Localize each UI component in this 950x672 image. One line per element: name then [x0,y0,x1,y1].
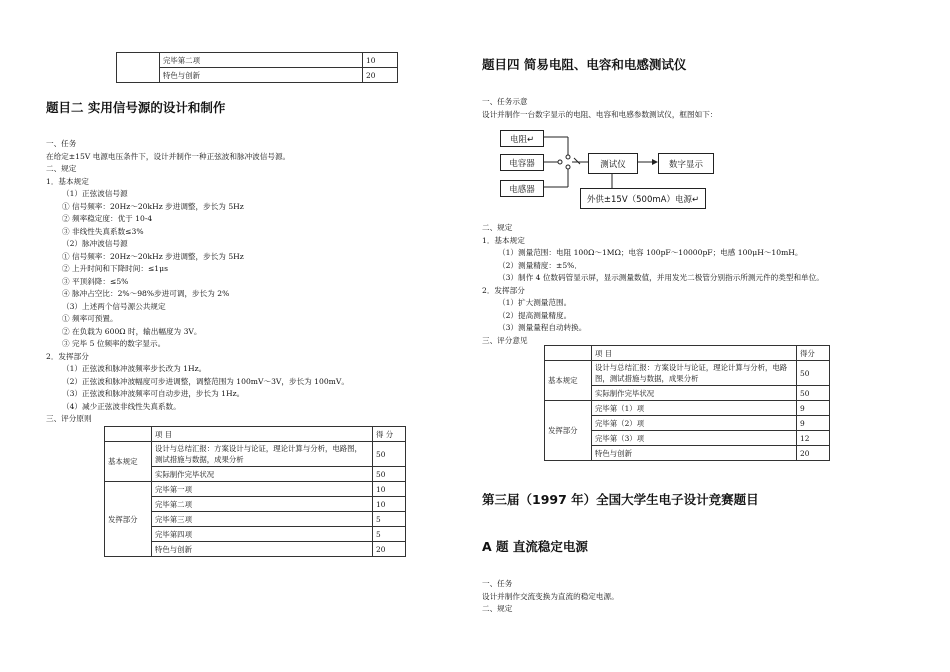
text-line: （2）正弦波和脉冲波幅度可步进调整，调整范围为 100mV～3V，步长为 100mV。 [62,376,349,386]
table-cell-score: 10 [363,53,398,68]
body-text [482,222,824,347]
table-row [117,53,398,68]
text-line: 在给定±15V 电源电压条件下，设计并制作一种正弦波和脉冲波信号源。 [46,151,291,161]
text-line: ① 信号频率：20Hz～20kHz 步进调整，步长为 5Hz [62,201,244,211]
table-cell-score: 50 [797,386,830,401]
table-cell-score: 50 [797,361,830,386]
text-line: 二、规定 [482,604,513,613]
table-cell-item: 完毕第二项 [152,497,373,512]
text-line: 2．发挥部分 [46,351,89,361]
section-title: 题目四 简易电阻、电容和电感测试仪 [482,57,687,72]
text-line: ④ 脉冲占空比：2%～98%步进可调，步长为 2% [62,289,230,298]
table-cell-score: 10 [373,497,406,512]
switch-contact-icon [566,165,570,169]
body-text [46,138,349,426]
text-line: （3）测量量程自动转换。 [498,323,587,332]
table-header-score: 得 分 [373,427,406,442]
table-cell-score: 20 [373,542,406,557]
table-cell-item: 完毕第一项 [152,482,373,497]
switch-arm-icon [574,158,580,164]
text-line: 二、规定 [482,223,513,232]
switch-contact-icon [566,155,570,159]
table-group-label: 基本规定 [105,442,152,482]
table-row [105,442,406,467]
table-group-label: 发挥部分 [545,401,592,461]
table-cell-score: 5 [373,527,406,542]
text-line: 一、任务 [46,139,77,148]
text-line: （1）正弦波信号源 [62,189,128,198]
text-line: （2）提高测量精度。 [498,310,572,320]
tester-box: 测试仪 [588,153,638,174]
text-line: 二、规定 [46,164,77,173]
table-header-item: 项 目 [152,427,373,442]
text-line: （4）减少正弦波非线性失真系数。 [62,401,181,411]
text-line: ② 频率稳定度：优于 10-4 [62,214,153,223]
text-line: 三、评分意见 [482,335,528,345]
text-line: 设计并制作一台数字显示的电阻、电容和电感参数测试仪，框图如下： [482,109,718,119]
table-cell-item: 完毕第四项 [152,527,373,542]
text-line: ② 在负载为 600Ω 时，输出幅度为 3V。 [62,326,202,336]
table-cell-item: 完毕第（1）项 [592,401,797,416]
table-cell-item: 完毕第（3）项 [592,431,797,446]
table-row [545,401,830,416]
text-line: （3）制作 4 位数码管显示屏，显示测量数值，并用发光二极管分别指示所测元件的类型和单位。 [498,273,824,282]
table-cell-item: 完毕第三项 [152,512,373,527]
text-line: ③ 完毕 5 位频率的数字显示。 [62,339,166,348]
table-cell-score: 20 [363,68,398,83]
table-cell-item: 设计与总结汇报：方案设计与论证，理论计算与分析，电路图，测试措施与数据，成果分析 [152,442,373,467]
score-table [544,345,830,461]
table-row [545,361,830,386]
competition-title: 第三届（1997 年）全国大学生电子设计竞赛题目 [482,492,759,507]
body-text [482,96,717,121]
text-line: ① 信号频率：20Hz～20kHz 步进调整，步长为 5Hz [62,251,244,261]
display-box: 数字显示 [658,153,714,174]
table-row [117,68,398,83]
table-cell-score: 10 [373,482,406,497]
capacitor-box: 电容器 [500,154,544,171]
problem-title: A 题 直流稳定电源 [482,539,588,554]
text-line: （1）正弦波和脉冲波频率步长改为 1Hz。 [62,364,207,373]
text-line: 三、评分原则 [46,414,92,423]
table-cell-score: 9 [797,416,830,431]
table-cell-score: 50 [373,467,406,482]
text-line: （1）测量范围：电阻 100Ω～1MΩ；电容 100pF～10000pF；电感 100μH～10mH。 [498,248,803,257]
table-row [105,482,406,497]
text-line: （2）测量精度：±5%． [498,260,582,270]
text-line: 2．发挥部分 [482,285,525,295]
table-cell-item: 完毕第二项 [160,53,363,68]
table-cell-score: 12 [797,431,830,446]
power-box: 外供±15V（500mA）电源↵ [580,188,706,209]
text-line: （1）扩大测量范围。 [498,298,572,307]
table-row [105,427,406,442]
table-cell-item: 完毕第（2）项 [592,416,797,431]
table-group-label: 基本规定 [545,361,592,401]
table-cell-score: 5 [373,512,406,527]
body-text [482,578,619,616]
table-cell-item: 特色与创新 [592,446,797,461]
table-cell-item: 实际制作完毕状况 [592,386,797,401]
table-cell-item: 特色与创新 [152,542,373,557]
table-header-score: 得分 [797,346,830,361]
table-group-label: 发挥部分 [105,482,152,557]
text-line: （3）正弦波和脉冲波频率可自动步进，步长为 1Hz。 [62,389,245,398]
text-line: 1．基本规定 [46,176,89,186]
section-title: 题目二 实用信号源的设计和制作 [46,100,226,115]
text-line: （2）脉冲波信号源 [62,239,128,248]
switch-contact-icon [558,160,562,164]
block-diagram [492,126,732,212]
table-cell-score: 9 [797,401,830,416]
inductor-box: 电感器 [500,180,544,197]
top-score-table [116,52,398,83]
table-cell-empty [105,427,152,442]
text-line: 一、任务示意 [482,97,528,106]
text-line: 设计并制作交流变换为直流的稳定电源。 [482,591,619,601]
table-cell-item: 设计与总结汇报：方案设计与论证，理论计算与分析，电路图，测试措施与数据，成果分析 [592,361,797,386]
table-cell-score: 50 [373,442,406,467]
text-line: ③ 平顶斜降：≤5% [62,276,129,286]
text-line: 一、任务 [482,579,513,588]
text-line: ② 上升时间和下降时间：≤1μs [62,264,168,273]
text-line: ③ 非线性失真系数≤3% [62,226,144,236]
table-row [545,346,830,361]
text-line: ① 频率可预置。 [62,314,118,323]
text-line: 1．基本规定 [482,235,525,245]
table-cell-item: 实际制作完毕状况 [152,467,373,482]
table-cell-score: 20 [797,446,830,461]
resistor-box: 电阻↵ [500,130,544,147]
score-table [104,426,406,557]
table-cell-item: 特色与创新 [160,68,363,83]
text-line: （3）上述两个信号源公共规定 [62,301,166,311]
table-header-item: 项 目 [592,346,797,361]
table-cell-empty [545,346,592,361]
table-cell-empty [117,53,160,83]
